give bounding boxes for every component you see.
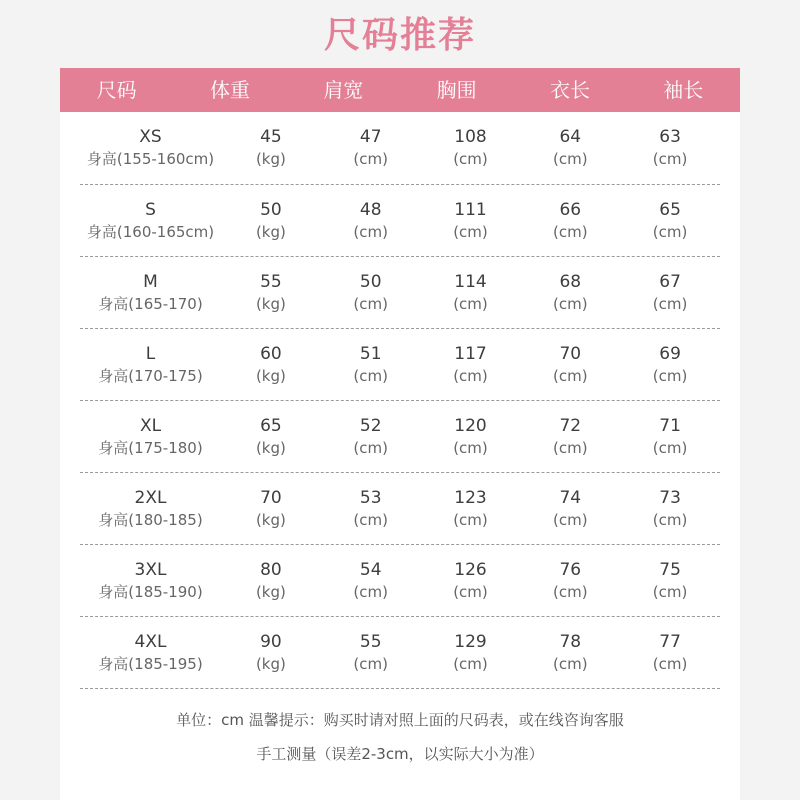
sleeve-value: 77 [659,631,681,652]
weight-unit: (kg) [255,654,286,673]
length-value: 64 [559,127,582,147]
size-label: M [143,271,158,292]
sleeve-cell [620,473,720,544]
size-cell [80,185,221,256]
chest-unit: (cm) [453,222,488,241]
length-cell [520,257,620,328]
sleeve-value: 65 [659,199,681,220]
shoulder-cell [321,329,421,400]
chest-cell [421,545,521,616]
weight-cell [221,112,321,184]
height-range: 身高(180-185) [98,510,203,529]
shoulder-unit: (cm) [353,150,388,168]
length-unit: (cm) [553,294,588,313]
weight-unit: (kg) [255,294,286,313]
shoulder-unit: (cm) [353,222,388,241]
chest-cell [421,185,521,256]
length-value: 68 [559,271,582,292]
sleeve-cell [620,185,720,256]
sleeve-cell [620,257,720,328]
shoulder-value: 53 [359,487,382,508]
shoulder-value: 55 [359,631,382,652]
chest-cell [421,329,521,400]
weight-unit: (kg) [255,366,286,385]
shoulder-cell [321,257,421,328]
weight-unit: (kg) [255,510,286,529]
weight-value: 55 [260,271,282,292]
length-cell [520,473,620,544]
shoulder-cell [321,401,421,472]
size-label: XS [139,127,162,147]
sleeve-value: 73 [659,487,681,508]
height-range: 身高(185-190) [98,582,203,601]
height-range: 身高(175-180) [98,438,203,457]
weight-value: 80 [260,559,282,580]
chest-unit: (cm) [453,294,488,313]
length-cell [520,185,620,256]
chest-value: 120 [454,415,487,436]
table-row [80,617,720,689]
weight-value: 45 [260,127,282,147]
shoulder-unit: (cm) [353,510,388,529]
chest-cell [421,257,521,328]
size-cell [80,401,221,472]
length-cell [520,401,620,472]
length-unit: (cm) [553,654,588,673]
page-title: 尺码推荐 [323,15,476,56]
sleeve-value: 63 [659,127,681,147]
chest-value: 108 [454,127,487,147]
weight-value: 90 [260,631,282,652]
chest-unit: (cm) [453,582,488,601]
weight-value: 50 [260,199,282,220]
chest-unit: (cm) [453,510,488,529]
length-unit: (cm) [553,366,588,385]
shoulder-cell [321,112,421,184]
length-value: 76 [559,559,582,580]
weight-cell [221,473,321,544]
length-unit: (cm) [553,438,588,457]
length-cell [520,545,620,616]
size-cell [80,617,221,688]
weight-value: 70 [260,487,282,508]
length-value: 70 [559,343,582,364]
header-chest: 胸围 [436,78,477,102]
sleeve-unit: (cm) [652,510,688,529]
table-row [80,401,720,473]
sleeve-value: 69 [659,343,681,364]
shoulder-value: 48 [359,199,382,220]
weight-cell [221,545,321,616]
table-row [80,473,720,545]
length-value: 72 [559,415,582,436]
length-cell [520,112,620,184]
shoulder-unit: (cm) [353,582,388,601]
shoulder-value: 51 [359,343,382,364]
chest-unit: (cm) [453,150,488,168]
chest-value: 111 [454,199,487,220]
size-cell [80,473,221,544]
size-label: S [145,199,156,220]
height-range: 身高(160-165cm) [86,222,215,241]
sleeve-unit: (cm) [652,222,688,241]
length-value: 66 [559,199,582,220]
header-sleeve: 袖长 [663,78,704,102]
size-chart-panel [60,68,740,800]
sleeve-unit: (cm) [652,438,688,457]
header-length: 衣长 [549,78,590,102]
weight-unit: (kg) [255,222,286,241]
chest-value: 129 [454,631,487,652]
header-shoulder: 肩宽 [323,78,364,102]
weight-cell [221,185,321,256]
length-unit: (cm) [553,150,588,168]
sleeve-unit: (cm) [652,294,688,313]
length-cell [520,617,620,688]
chest-value: 114 [454,271,487,292]
header-size: 尺码 [96,78,137,102]
table-row [80,545,720,617]
table-body [80,112,720,689]
chest-cell [421,473,521,544]
sleeve-unit: (cm) [652,582,688,601]
sleeve-unit: (cm) [652,654,688,673]
shoulder-value: 50 [359,271,382,292]
weight-value: 60 [260,343,282,364]
shoulder-unit: (cm) [353,438,388,457]
shoulder-unit: (cm) [353,654,388,673]
height-range: 身高(165-170) [98,294,203,313]
length-unit: (cm) [553,582,588,601]
chest-unit: (cm) [453,654,488,673]
height-range: 身高(185-195) [98,654,203,673]
shoulder-value: 47 [359,127,382,147]
weight-cell [221,401,321,472]
size-label: 3XL [134,559,167,580]
sleeve-unit: (cm) [652,150,688,168]
shoulder-cell [321,185,421,256]
sleeve-value: 71 [659,415,681,436]
sleeve-cell [620,112,720,184]
table-header [60,68,740,112]
height-range: 身高(155-160cm) [86,150,215,168]
chest-cell [421,617,521,688]
sleeve-cell [620,545,720,616]
shoulder-value: 52 [359,415,382,436]
shoulder-unit: (cm) [353,294,388,313]
chest-unit: (cm) [453,438,488,457]
size-cell [80,257,221,328]
chest-cell [421,401,521,472]
weight-unit: (kg) [255,438,286,457]
size-label: 2XL [134,487,167,508]
length-unit: (cm) [553,510,588,529]
chest-unit: (cm) [453,366,488,385]
sleeve-value: 67 [659,271,681,292]
height-range: 身高(170-175) [98,366,203,385]
shoulder-cell [321,473,421,544]
sleeve-cell [620,401,720,472]
table-row [80,112,720,185]
size-label: L [145,343,156,364]
size-cell [80,545,221,616]
shoulder-value: 54 [359,559,382,580]
weight-unit: (kg) [255,150,286,168]
size-cell [80,329,221,400]
size-label: XL [139,415,162,436]
size-label: 4XL [134,631,167,652]
shoulder-cell [321,617,421,688]
size-cell [80,112,221,184]
weight-cell [221,257,321,328]
sleeve-cell [620,329,720,400]
chest-cell [421,112,521,184]
chest-value: 117 [454,343,487,364]
weight-cell [221,617,321,688]
header-weight: 体重 [209,78,250,102]
chest-value: 126 [454,559,487,580]
footer-note: 单位：cm 温馨提示：购买时请对照上面的尺码表，或在线咨询客服 [176,711,624,729]
sleeve-cell [620,617,720,688]
sleeve-unit: (cm) [652,366,688,385]
sleeve-value: 75 [659,559,681,580]
table-row [80,185,720,257]
weight-unit: (kg) [255,582,286,601]
shoulder-unit: (cm) [353,366,388,385]
weight-cell [221,329,321,400]
chest-value: 123 [454,487,487,508]
length-cell [520,329,620,400]
footer-measure-note: 手工测量（误差2-3cm，以实际大小为准） [256,745,544,763]
table-row [80,257,720,329]
length-value: 74 [559,487,582,508]
length-value: 78 [559,631,582,652]
weight-value: 65 [260,415,282,436]
shoulder-cell [321,545,421,616]
length-unit: (cm) [553,222,588,241]
table-row [80,329,720,401]
